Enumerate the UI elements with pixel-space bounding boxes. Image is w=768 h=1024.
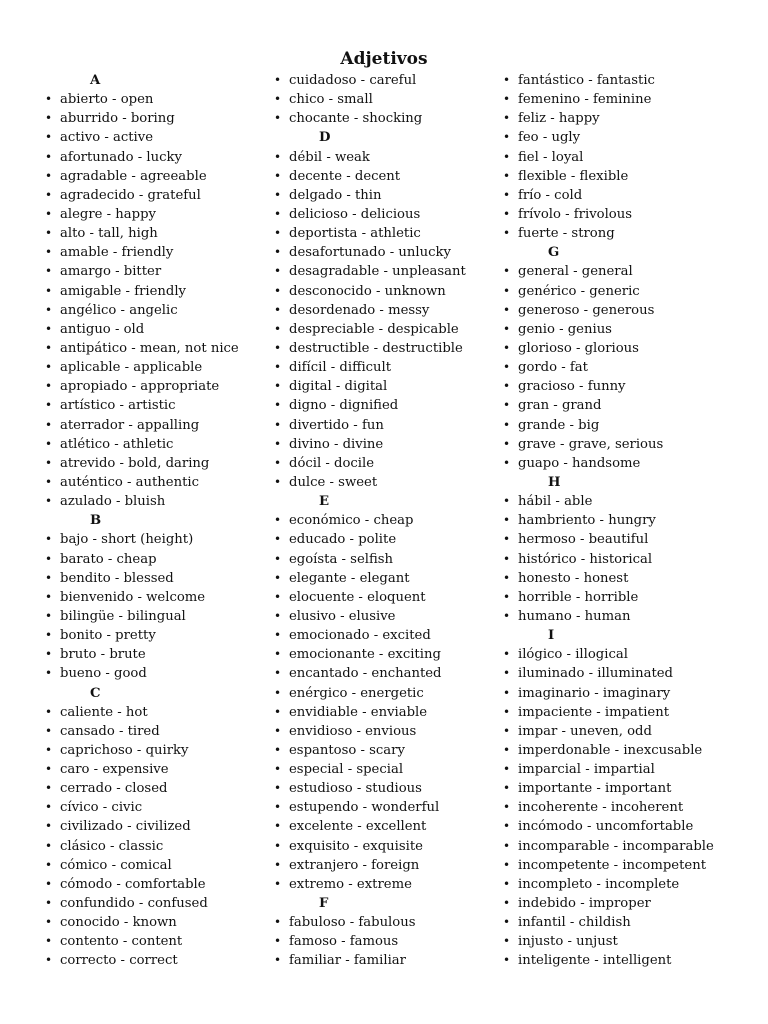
vocab-list-item: • exquisito - exquisite bbox=[273, 837, 505, 856]
vocab-list-item: • fuerte - strong bbox=[502, 224, 734, 243]
vocab-list-item: • emocionante - exciting bbox=[273, 645, 505, 664]
vocab-list-item: • grande - big bbox=[502, 416, 734, 435]
vocab-list-item: • azulado - bluish bbox=[44, 492, 276, 511]
vocab-list-item: • dócil - docile bbox=[273, 454, 505, 473]
vocab-list-item: • destructible - destructible bbox=[273, 339, 505, 358]
vocab-list-item: • bienvenido - welcome bbox=[44, 588, 276, 607]
section-letter-heading: B bbox=[90, 513, 102, 529]
vocab-list-item: • activo - active bbox=[44, 128, 276, 147]
vocab-list-item: • general - general bbox=[502, 262, 734, 281]
vocab-list-item: • deportista - athletic bbox=[273, 224, 505, 243]
vocab-list-item: • desconocido - unknown bbox=[273, 282, 505, 301]
vocab-list-item: • antiguo - old bbox=[44, 320, 276, 339]
vocab-list-item: • civilizado - civilized bbox=[44, 817, 276, 836]
vocab-list-item: • caprichoso - quirky bbox=[44, 741, 276, 760]
vocab-list-item: • generoso - generous bbox=[502, 301, 734, 320]
vocab-list-item: • impar - uneven, odd bbox=[502, 722, 734, 741]
vocab-list-item: • humano - human bbox=[502, 607, 734, 626]
vocab-list-item: • agradable - agreeable bbox=[44, 167, 276, 186]
vocab-list-item: • cómico - comical bbox=[44, 856, 276, 875]
vocab-list-item: • abierto - open bbox=[44, 90, 276, 109]
vocab-list-item: • divino - divine bbox=[273, 435, 505, 454]
vocab-list-item: • cómodo - comfortable bbox=[44, 875, 276, 894]
vocab-list-item: • imperdonable - inexcusable bbox=[502, 741, 734, 760]
vocab-list-item: • cívico - civic bbox=[44, 798, 276, 817]
column-1 bbox=[44, 71, 276, 971]
vocab-list-item: • incompleto - incomplete bbox=[502, 875, 734, 894]
vocab-list-item: • decente - decent bbox=[273, 167, 505, 186]
vocab-list-item: • genio - genius bbox=[502, 320, 734, 339]
vocab-list-item: • excelente - excellent bbox=[273, 817, 505, 836]
section-letter-heading: I bbox=[548, 628, 555, 644]
vocab-list-item: • despreciable - despicable bbox=[273, 320, 505, 339]
vocab-list-item: • fantástico - fantastic bbox=[502, 71, 734, 90]
vocab-list-item: • difícil - difficult bbox=[273, 358, 505, 377]
vocab-list-item: • gordo - fat bbox=[502, 358, 734, 377]
vocab-list-item: • digno - dignified bbox=[273, 396, 505, 415]
vocab-list-item: • antipático - mean, not nice bbox=[44, 339, 276, 358]
page-title: Adjetivos bbox=[340, 49, 428, 69]
vocab-list-item: • barato - cheap bbox=[44, 550, 276, 569]
vocab-list-item: • fabuloso - fabulous bbox=[273, 913, 505, 932]
vocab-list-item: • bendito - blessed bbox=[44, 569, 276, 588]
vocab-list-item: • atlético - athletic bbox=[44, 435, 276, 454]
vocab-list-item: • frívolo - frivolous bbox=[502, 205, 734, 224]
vocab-list-item: • chico - small bbox=[273, 90, 505, 109]
vocab-list-item: • indebido - improper bbox=[502, 894, 734, 913]
vocab-list-item: • bueno - good bbox=[44, 664, 276, 683]
vocab-list-item: • angélico - angelic bbox=[44, 301, 276, 320]
vocab-list-item: • divertido - fun bbox=[273, 416, 505, 435]
vocab-list-item: • elusivo - elusive bbox=[273, 607, 505, 626]
vocab-list-item: • ilógico - illogical bbox=[502, 645, 734, 664]
vocab-list-item: • egoísta - selfish bbox=[273, 550, 505, 569]
vocab-list-item: • envidioso - envious bbox=[273, 722, 505, 741]
vocab-list-item: • hermoso - beautiful bbox=[502, 530, 734, 549]
vocab-list-item: • conocido - known bbox=[44, 913, 276, 932]
vocab-list-item: • delicioso - delicious bbox=[273, 205, 505, 224]
section-letter-heading: C bbox=[90, 685, 101, 701]
vocab-list-item: • feliz - happy bbox=[502, 109, 734, 128]
vocab-list-item: • histórico - historical bbox=[502, 550, 734, 569]
vocab-list-item: • enérgico - energetic bbox=[273, 684, 505, 703]
vocab-list-item: • fiel - loyal bbox=[502, 148, 734, 167]
vocab-list-item: • alto - tall, high bbox=[44, 224, 276, 243]
vocab-list-item: • femenino - feminine bbox=[502, 90, 734, 109]
vocab-list-item: • especial - special bbox=[273, 760, 505, 779]
vocab-list-item: • delgado - thin bbox=[273, 186, 505, 205]
vocab-list-item: • gracioso - funny bbox=[502, 377, 734, 396]
vocab-list-item: • afortunado - lucky bbox=[44, 148, 276, 167]
vocab-list-item: • desordenado - messy bbox=[273, 301, 505, 320]
vocab-list-item: • elegante - elegant bbox=[273, 569, 505, 588]
vocab-list-item: • extranjero - foreign bbox=[273, 856, 505, 875]
vocab-list-item: • injusto - unjust bbox=[502, 932, 734, 951]
vocab-list-item: • amable - friendly bbox=[44, 243, 276, 262]
vocab-list-item: • bruto - brute bbox=[44, 645, 276, 664]
vocab-list-item: • confundido - confused bbox=[44, 894, 276, 913]
vocab-list-item: • atrevido - bold, daring bbox=[44, 454, 276, 473]
vocab-list-item: • artístico - artistic bbox=[44, 396, 276, 415]
section-letter-heading: A bbox=[90, 73, 101, 88]
vocab-list-item: • hambriento - hungry bbox=[502, 511, 734, 530]
section-letter-heading: G bbox=[548, 245, 560, 261]
vocab-list-item: • guapo - handsome bbox=[502, 454, 734, 473]
column-3 bbox=[502, 71, 734, 971]
column-2 bbox=[273, 71, 505, 971]
vocab-list-item: • flexible - flexible bbox=[502, 167, 734, 186]
vocab-list-item: • feo - ugly bbox=[502, 128, 734, 147]
vocab-list-item: • cuidadoso - careful bbox=[273, 71, 505, 90]
vocab-list-item: • aburrido - boring bbox=[44, 109, 276, 128]
vocab-list-item: • amargo - bitter bbox=[44, 262, 276, 281]
vocab-list-item: • apropiado - appropriate bbox=[44, 377, 276, 396]
vocab-list-item: • contento - content bbox=[44, 932, 276, 951]
section-letter-heading: H bbox=[548, 474, 561, 490]
vocab-list-item: • glorioso - glorious bbox=[502, 339, 734, 358]
vocab-list-item: • horrible - horrible bbox=[502, 588, 734, 607]
vocab-list-item: • educado - polite bbox=[273, 530, 505, 549]
vocab-list-item: • amigable - friendly bbox=[44, 282, 276, 301]
vocab-list-item: • frío - cold bbox=[502, 186, 734, 205]
vocab-list-item: • auténtico - authentic bbox=[44, 473, 276, 492]
vocab-list-item: • espantoso - scary bbox=[273, 741, 505, 760]
vocab-list-item: • agradecido - grateful bbox=[44, 186, 276, 205]
vocab-list-item: • encantado - enchanted bbox=[273, 664, 505, 683]
vocab-list-item: • cansado - tired bbox=[44, 722, 276, 741]
vocab-list-item: • envidiable - enviable bbox=[273, 703, 505, 722]
vocab-list-item: • famoso - famous bbox=[273, 932, 505, 951]
section-letter-heading: F bbox=[319, 896, 329, 912]
vocab-list-item: • aplicable - applicable bbox=[44, 358, 276, 377]
vocab-list-item: • correcto - correct bbox=[44, 951, 276, 970]
vocab-list-item: • clásico - classic bbox=[44, 837, 276, 856]
vocab-list-item: • desafortunado - unlucky bbox=[273, 243, 505, 262]
vocab-list-item: • genérico - generic bbox=[502, 282, 734, 301]
vocab-list-item: • bajo - short (height) bbox=[44, 530, 276, 549]
vocab-list-item: • incómodo - uncomfortable bbox=[502, 817, 734, 836]
vocab-list-item: • impaciente - impatient bbox=[502, 703, 734, 722]
vocab-list-item: • económico - cheap bbox=[273, 511, 505, 530]
vocab-list-item: • chocante - shocking bbox=[273, 109, 505, 128]
vocab-list-item: • incompetente - incompetent bbox=[502, 856, 734, 875]
vocab-list-item: • dulce - sweet bbox=[273, 473, 505, 492]
vocab-list-item: • extremo - extreme bbox=[273, 875, 505, 894]
section-letter-heading: E bbox=[319, 494, 330, 510]
vocab-list-item: • iluminado - illuminated bbox=[502, 664, 734, 683]
vocab-list-item: • estupendo - wonderful bbox=[273, 798, 505, 817]
vocab-list-item: • caro - expensive bbox=[44, 760, 276, 779]
vocab-list-item: • incomparable - incomparable bbox=[502, 837, 734, 856]
vocab-list-item: • bonito - pretty bbox=[44, 626, 276, 645]
vocab-list-item: • importante - important bbox=[502, 779, 734, 798]
vocab-list-item: • digital - digital bbox=[273, 377, 505, 396]
vocab-list-item: • imparcial - impartial bbox=[502, 760, 734, 779]
vocab-list-item: • aterrador - appalling bbox=[44, 416, 276, 435]
vocab-list-item: • grave - grave, serious bbox=[502, 435, 734, 454]
vocab-list-item: • emocionado - excited bbox=[273, 626, 505, 645]
vocab-list-item: • gran - grand bbox=[502, 396, 734, 415]
vocab-list-item: • hábil - able bbox=[502, 492, 734, 511]
vocab-list-item: • débil - weak bbox=[273, 148, 505, 167]
vocab-list-item: • incoherente - incoherent bbox=[502, 798, 734, 817]
vocab-list-item: • inteligente - intelligent bbox=[502, 951, 734, 970]
vocab-list-item: • desagradable - unpleasant bbox=[273, 262, 505, 281]
vocab-list-item: • alegre - happy bbox=[44, 205, 276, 224]
vocab-list-item: • infantil - childish bbox=[502, 913, 734, 932]
vocab-list-item: • imaginario - imaginary bbox=[502, 684, 734, 703]
section-letter-heading: D bbox=[319, 130, 331, 146]
vocab-list-item: • bilingüe - bilingual bbox=[44, 607, 276, 626]
vocab-list-item: • cerrado - closed bbox=[44, 779, 276, 798]
vocab-list-item: • caliente - hot bbox=[44, 703, 276, 722]
vocab-list-item: • familiar - familiar bbox=[273, 951, 505, 970]
vocab-list-item: • elocuente - eloquent bbox=[273, 588, 505, 607]
vocab-list-item: • honesto - honest bbox=[502, 569, 734, 588]
vocab-list-item: • estudioso - studious bbox=[273, 779, 505, 798]
